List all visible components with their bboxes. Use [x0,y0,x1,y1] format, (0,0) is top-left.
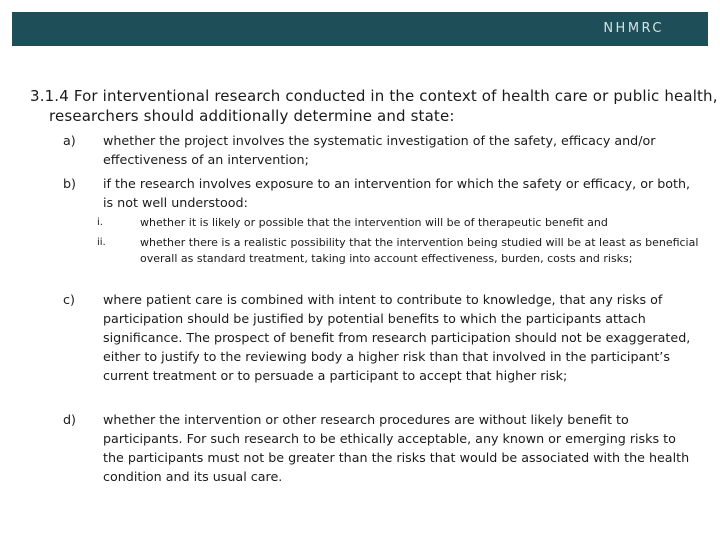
list-item-text: if the research involves exposure to an intervention for which the safety or efficacy, or both, is not well understood: [103,176,691,210]
sub-marker: i. [97,217,103,228]
list-marker: a) [63,133,76,148]
list-item-text: where patient care is combined with intent to contribute to knowledge, that any risks of participation should be justified by potential benefits to which the participants attach significance. The prospect of benefit from research participation should not be exaggerated, either to justify to the reviewing body a higher risk than that involved in the participant’s current treatment or to persuade a participant to accept that higher risk; [103,292,691,383]
list-marker: c) [63,292,75,307]
heading-line-1: 3.1.4 For interventional research conducted in the context of health care or public health, [30,87,718,105]
sub-marker: ii. [97,237,106,248]
list-marker: b) [63,176,77,191]
list-marker: d) [63,412,77,427]
list-item-text: whether the project involves the systematic investigation of the safety, efficacy and/or effectiveness of an intervention; [103,133,656,167]
list-item-text: whether the intervention or other research procedures are without likely benefit to participants. For such research to be ethically acceptable, any known or emerging risks to the participants must not be greater than the risks that would be associated with the health condition and its usual care. [103,412,690,484]
heading-line-2: researchers should additionally determine and state: [49,107,455,125]
header-banner [12,12,708,46]
section-heading [30,86,718,126]
nhmrc-logo: NHMRC [603,21,664,36]
sub-item-text: whether it is likely or possible that the intervention will be of therapeutic benefit and [140,216,608,229]
sub-item-text: whether there is a realistic possibility that the intervention being studied will be at least as beneficial overall as standard treatment, taking into account effectiveness, burden, costs and risks; [140,236,699,265]
